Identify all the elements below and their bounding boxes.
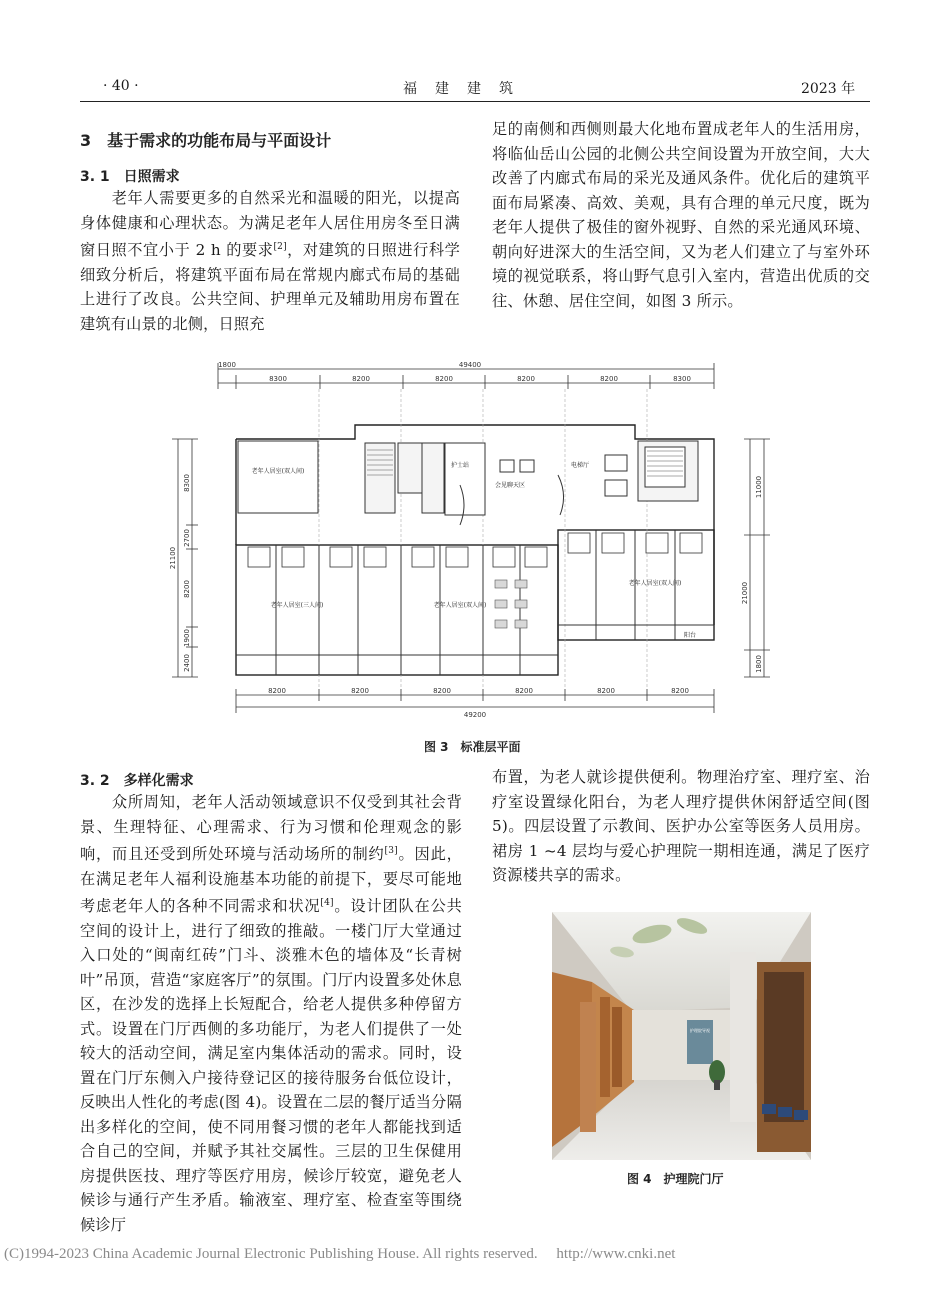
journal-name: 福 建 建 筑 xyxy=(403,81,515,97)
section-3-1-title: 3. 1 日照需求 xyxy=(80,169,180,185)
label-room-north: 老年人居室(双人间) xyxy=(251,468,305,475)
dim-left-5: 2400 xyxy=(183,654,191,672)
label-room-a: 老年人居室(三人间) xyxy=(270,602,324,609)
dim-right-2: 21000 xyxy=(741,581,749,605)
dim-bottom-total: 49200 xyxy=(463,711,487,719)
journal-year: 2023 年 xyxy=(801,81,856,97)
dim-left-1: 8300 xyxy=(183,474,191,492)
right-column-top-text: 足的南侧和西侧则最大化地布置成老年人的生活用房，将临仙岳山公园的北侧公共空间设置为开放空间，大大改善了内廊式布局的采光及通风条件。优化后的建筑平面布局紧凑、高效、美观，具有合理的单元尺度，既为老年人提供了极佳的窗外视野、自然的采光通风环境、朝向好进深大的生活空间，又为老人们建立了与室外环境的视觉联系，将山野气息引入室内，营造出优质的交往、休憩、居住空间，如图 3 所示。 xyxy=(492,120,870,310)
dim-right-3: 1800 xyxy=(755,655,763,673)
dim-top-6: 8300 xyxy=(673,375,691,383)
citation-4: [4] xyxy=(320,898,334,909)
dim-left-2: 2700 xyxy=(183,529,191,547)
citation-3: [3] xyxy=(384,846,398,856)
header-rule xyxy=(80,101,870,102)
page-number: · 40 · xyxy=(103,78,139,94)
figure-4-caption: 图 4 护理院门厅 xyxy=(627,1172,724,1186)
dim-bottom-4: 8200 xyxy=(515,687,533,695)
dim-left-3: 8200 xyxy=(183,580,191,598)
dim-left-4: 1900 xyxy=(183,629,191,647)
citation-2: [2] xyxy=(273,242,287,252)
lobby-sign-text: 护理院导视 xyxy=(690,1028,710,1033)
section-3-2-body: 众所周知，老年人活动领域意识不仅受到其社会背景、生理特征、心理需求、行为习惯和伦理观念的影响，而且还受到所处环境与活动场所的制约[3]。因此，在满足老年人福利设施基本功能的前提下，要尽可能地考虑老年人的各种不同需求和状况[4]。设计团队在公共空间的设计上，进行了细致的推敲。一楼门厅大堂通过入口处的“闽南红砖”门斗、淡雅木色的墙体及“长青树叶”吊顶，营造“家庭客厅”的氛围。门厅内设置多处休息区，在沙发的选择上长短配合，给老人提供多种停留方式。设置在门厅西侧的多功能厅，为老人们提供了一处较大的活动空间，满足室内集体活动的需求。同时，设置在门厅东侧入户接待登记区的接待服务台低位设计，反映出人性化的考虑(图 4)。设置在二层的餐厅适当分隔出多样化的空间，使不同用餐习惯的老年人都能找到适合自己的空间，并赋予其社交属性。三层的卫生保健用房提供医技、理疗等医疗用房，候诊厅较宽，避免老人候诊与通行产生矛盾。输液室、理疗室、检查室等围绕候诊厅 xyxy=(80,793,463,1234)
dim-bottom-6: 8200 xyxy=(671,687,689,695)
label-balcony: 阳台 xyxy=(683,632,697,639)
nursing-lobby-photo xyxy=(552,912,811,1160)
section-3-title: 3 基于需求的功能布局与平面设计 xyxy=(80,131,332,150)
dim-top-5: 8200 xyxy=(600,375,618,383)
right-column-mid-text: 布置，为老人就诊提供便利。物理治疗室、理疗室、治疗室设置绿化阳台，为老人理疗提供休闲舒适空间(图 5)。四层设置了示教间、医护办公室等医务人员用房。裙房 1 ~4 层均与爱心护理院一期相连通，满足了医疗资源楼共享的需求。 xyxy=(492,768,870,884)
dim-bottom-3: 8200 xyxy=(433,687,451,695)
dim-top-4: 8200 xyxy=(517,375,535,383)
dim-left-total: 21100 xyxy=(169,546,177,570)
floor-plan-figure xyxy=(160,355,790,727)
figure-3-caption: 图 3 标准层平面 xyxy=(424,740,521,754)
dim-top-3: 8200 xyxy=(435,375,453,383)
label-room-b: 老年人居室(双人间) xyxy=(433,602,487,609)
dim-top-1: 8300 xyxy=(269,375,287,383)
section-3-2-title: 3. 2 多样化需求 xyxy=(80,773,194,789)
label-lounge: 会见聊天区 xyxy=(494,482,526,489)
dim-top-2: 8200 xyxy=(352,375,370,383)
label-room-c: 老年人居室(双人间) xyxy=(628,580,682,587)
dim-top-total: 49400 xyxy=(458,361,482,369)
dim-bottom-1: 8200 xyxy=(268,687,286,695)
label-nurse: 护士站 xyxy=(450,462,470,469)
dim-bottom-2: 8200 xyxy=(351,687,369,695)
label-elevator: 电梯厅 xyxy=(570,462,590,469)
section-3-1-body: 老年人需要更多的自然采光和温暖的阳光，以提高身体健康和心理状态。为满足老年人居住用房冬至日满窗日照不宜小于 2 h 的要求[2]，对建筑的日照进行科学细致分析后，将建筑平面布局在常规内廊式布局的基础上进行了改良。公共空间、护理单元及辅助用房布置在建筑有山景的北侧，日照充 xyxy=(80,189,460,333)
dim-right-1: 11000 xyxy=(755,475,763,499)
copyright-footer: (C)1994-2023 China Academic Journal Electronic Publishing House. All rights reserved. http://www.cnki.net xyxy=(4,1246,676,1262)
dim-top-left: 1800 xyxy=(218,361,236,369)
dim-bottom-5: 8200 xyxy=(597,687,615,695)
